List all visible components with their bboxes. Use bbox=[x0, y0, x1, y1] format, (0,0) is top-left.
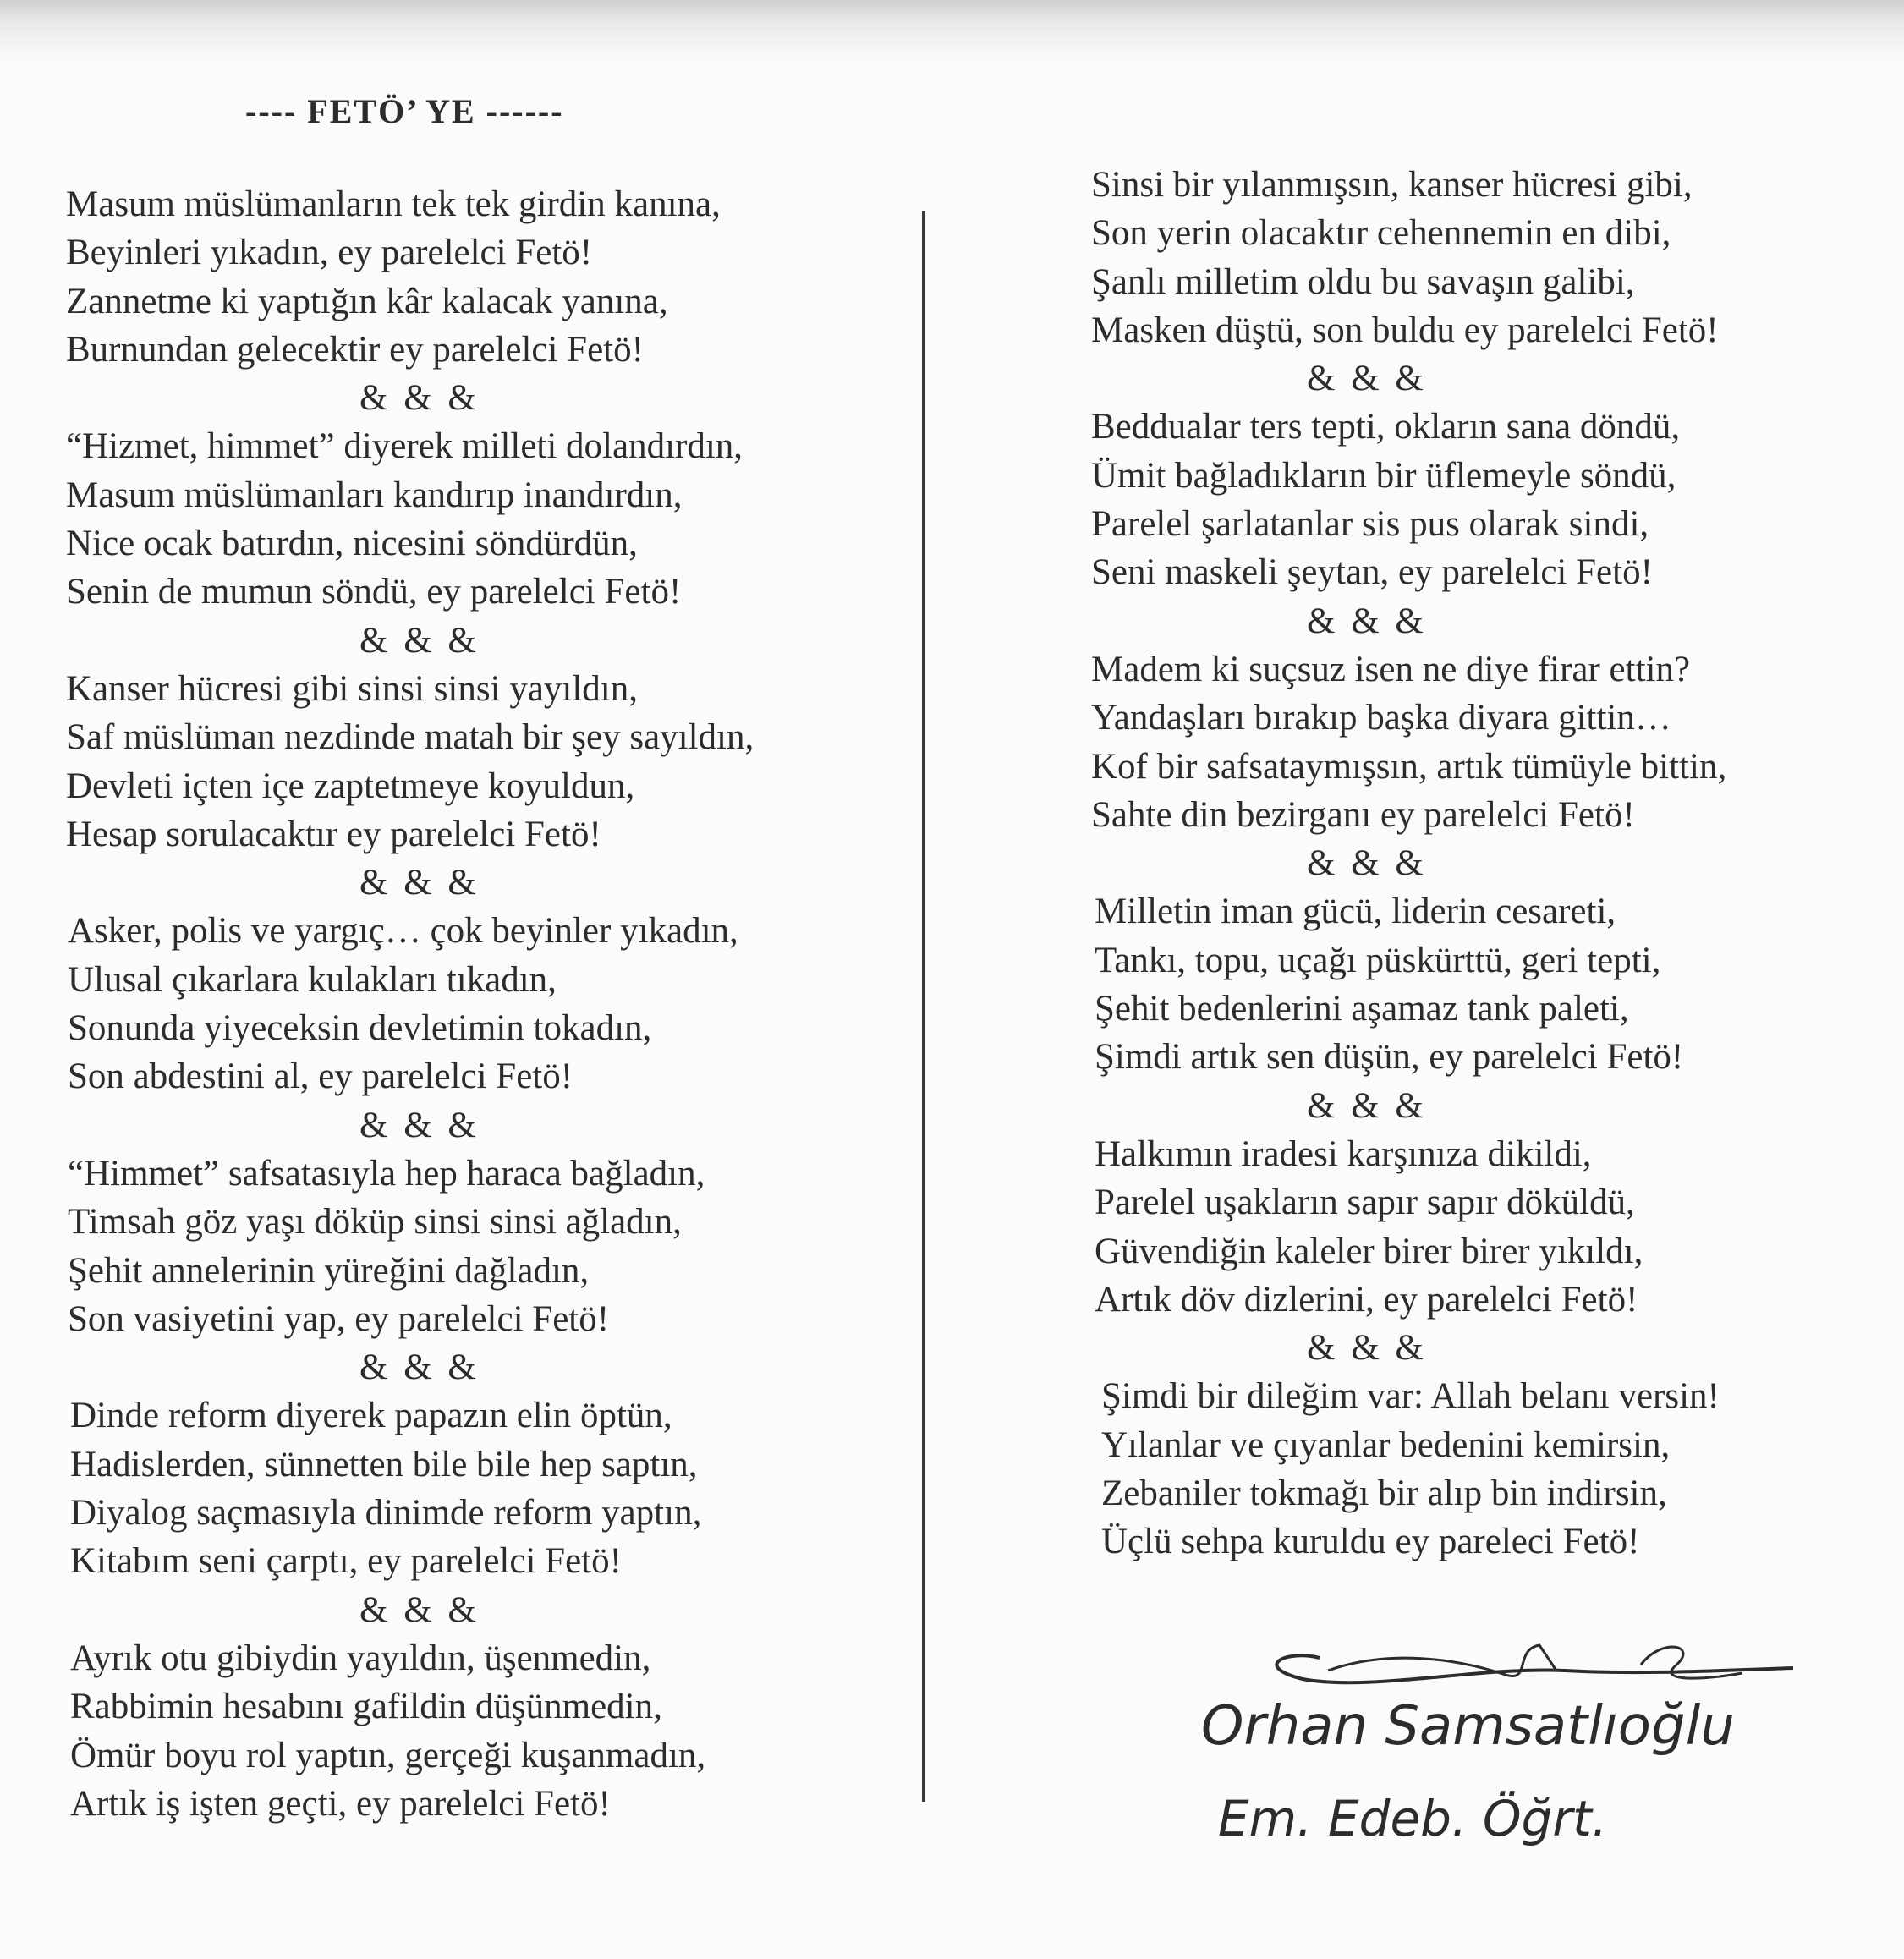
poem-line: Rabbimin hesabını gafildin düşünmedin, bbox=[70, 1687, 662, 1727]
poem-line: Beddualar ters tepti, okların sana döndü, bbox=[1091, 407, 1681, 447]
poem-line: Hesap sorulacaktır ey parelelci Fetö! bbox=[66, 814, 601, 854]
poem-line: Üçlü sehpa kuruldu ey pareleci Fetö! bbox=[1101, 1522, 1640, 1562]
poem-line: Artık döv dizlerini, ey parelelci Fetö! bbox=[1095, 1279, 1638, 1320]
poem-line: Son abdestini al, ey parelelci Fetö! bbox=[68, 1056, 573, 1097]
stanza-separator: & & & bbox=[359, 378, 480, 419]
poem-line: Zebaniler tokmağı bir alıp bin indirsin, bbox=[1101, 1473, 1667, 1514]
poem-line: Ayrık otu gibiydin yayıldın, üşenmedin, bbox=[70, 1638, 651, 1678]
poem-line: Artık iş işten geçti, ey parelelci Fetö! bbox=[70, 1783, 611, 1824]
poem-line: Beyinleri yıkadın, ey parelelci Fetö! bbox=[66, 233, 593, 273]
poem-line: Senin de mumun söndü, ey parelelci Fetö! bbox=[66, 572, 682, 612]
poem-line: Şehit annelerinin yüreğini dağladın, bbox=[68, 1250, 590, 1291]
poem-line: Şehit bedenlerini aşamaz tank paleti, bbox=[1095, 989, 1629, 1029]
signature-role: Em. Edeb. Öğrt. bbox=[1218, 1790, 1608, 1847]
stanza-separator: & & & bbox=[1307, 1328, 1427, 1369]
poem-line: Devleti içten içe zaptetmeye koyuldun, bbox=[66, 765, 635, 806]
poem-line: Madem ki suçsuz isen ne diye firar ettin? bbox=[1091, 649, 1691, 689]
stanza-separator: & & & bbox=[359, 863, 480, 903]
poem-line: Seni maskeli şeytan, ey parelelci Fetö! bbox=[1091, 552, 1653, 593]
poem-line: Ulusal çıkarlara kulakları tıkadın, bbox=[68, 959, 557, 1000]
left-column bbox=[66, 180, 912, 1828]
poem-line: Nice ocak batırdın, nicesini söndürdün, bbox=[66, 524, 638, 564]
poem-line: Sinsi bir yılanmışsın, kanser hücresi gibi, bbox=[1091, 165, 1693, 205]
poem-line: Masken düştü, son buldu ey parelelci Fetö! bbox=[1091, 310, 1719, 350]
stanza-separator: & & & bbox=[359, 620, 480, 661]
poem-line: Ömür boyu rol yaptın, gerçeği kuşanmadın, bbox=[70, 1735, 706, 1775]
poem-line: Güvendiğin kaleler birer birer yıkıldı, bbox=[1095, 1231, 1643, 1271]
poem-line: Şimdi bir dileğim var: Allah belanı versin! bbox=[1101, 1376, 1720, 1417]
stanza-separator: & & & bbox=[1307, 843, 1427, 884]
poem-line: Tankı, topu, uçağı püskürttü, geri tepti, bbox=[1095, 940, 1661, 980]
stanza-separator: & & & bbox=[1307, 601, 1427, 641]
stanza-separator: & & & bbox=[1307, 1085, 1427, 1126]
handwritten-signature bbox=[1201, 1632, 1810, 1895]
right-column bbox=[1091, 161, 1895, 1567]
poem-line: Ümit bağladıkların bir üflemeyle söndü, bbox=[1091, 455, 1676, 496]
stanza-separator: & & & bbox=[359, 1589, 480, 1630]
poem-line: Sahte din bezirganı ey parelelci Fetö! bbox=[1091, 794, 1635, 835]
stanza-separator: & & & bbox=[1307, 359, 1427, 399]
poem-line: Kitabım seni çarptı, ey parelelci Fetö! bbox=[70, 1541, 622, 1582]
poem-line: Hadislerden, sünnetten bile bile hep saptın, bbox=[70, 1444, 698, 1484]
poem-line: Son vasiyetini yap, ey parelelci Fetö! bbox=[68, 1298, 610, 1339]
poem-line: Yılanlar ve çıyanlar bedenini kemirsin, bbox=[1101, 1424, 1671, 1465]
poem-line: Timsah göz yaşı döküp sinsi sinsi ağladın, bbox=[68, 1202, 682, 1243]
signature-drawing bbox=[1201, 1632, 1810, 1895]
poem-line: Yandaşları bırakıp başka diyara gittin… bbox=[1091, 698, 1671, 738]
poem-line: Kof bir safsataymışsın, artık tümüyle bittin, bbox=[1091, 746, 1727, 787]
poem-title: ---- FETÖ’ YE ------ bbox=[245, 92, 564, 130]
poem-line: Şimdi artık sen düşün, ey parelelci Fetö! bbox=[1095, 1037, 1684, 1078]
scan-edge-shadow bbox=[0, 0, 1904, 59]
poem-line: Dinde reform diyerek papazın elin öptün, bbox=[70, 1396, 672, 1436]
stanza-separator: & & & bbox=[359, 1105, 480, 1145]
poem-line: Sonunda yiyeceksin devletimin tokadın, bbox=[68, 1008, 652, 1049]
poem-line: Masum müslümanları kandırıp inandırdın, bbox=[66, 475, 683, 515]
column-divider bbox=[922, 211, 925, 1802]
poem-line: Halkımın iradesi karşınıza dikildi, bbox=[1095, 1133, 1592, 1174]
poem-line: Burnundan gelecektir ey parelelci Fetö! bbox=[66, 329, 644, 370]
poem-line: Asker, polis ve yargıç… çok beyinler yıkadın, bbox=[68, 911, 738, 952]
poem-line: Parelel uşakların sapır sapır döküldü, bbox=[1095, 1183, 1635, 1223]
poem-line: Zannetme ki yaptığın kâr kalacak yanına, bbox=[66, 281, 668, 321]
poem-line: Parelel şarlatanlar sis pus olarak sindi, bbox=[1091, 504, 1649, 545]
poem-line: Milletin iman gücü, liderin cesareti, bbox=[1095, 892, 1616, 932]
poem-line: Şanlı milletim oldu bu savaşın galibi, bbox=[1091, 261, 1635, 302]
signature-name: Orhan Samsatlıoğlu bbox=[1201, 1695, 1735, 1758]
poem-line: Masum müslümanların tek tek girdin kanına, bbox=[66, 184, 721, 224]
poem-line: Kanser hücresi gibi sinsi sinsi yayıldın, bbox=[66, 668, 638, 709]
poem-line: Saf müslüman nezdinde matah bir şey sayıldın, bbox=[66, 717, 754, 758]
poem-line: “Himmet” safsatasıyla hep haraca bağladın, bbox=[68, 1153, 705, 1194]
poem-line: “Hizmet, himmet” diyerek milleti dolandırdın, bbox=[66, 426, 743, 467]
poem-line: Diyalog saçmasıyla dinimde reform yaptın, bbox=[70, 1493, 702, 1534]
stanza-separator: & & & bbox=[359, 1347, 480, 1388]
poem-line: Son yerin olacaktır cehennemin en dibi, bbox=[1091, 213, 1671, 254]
